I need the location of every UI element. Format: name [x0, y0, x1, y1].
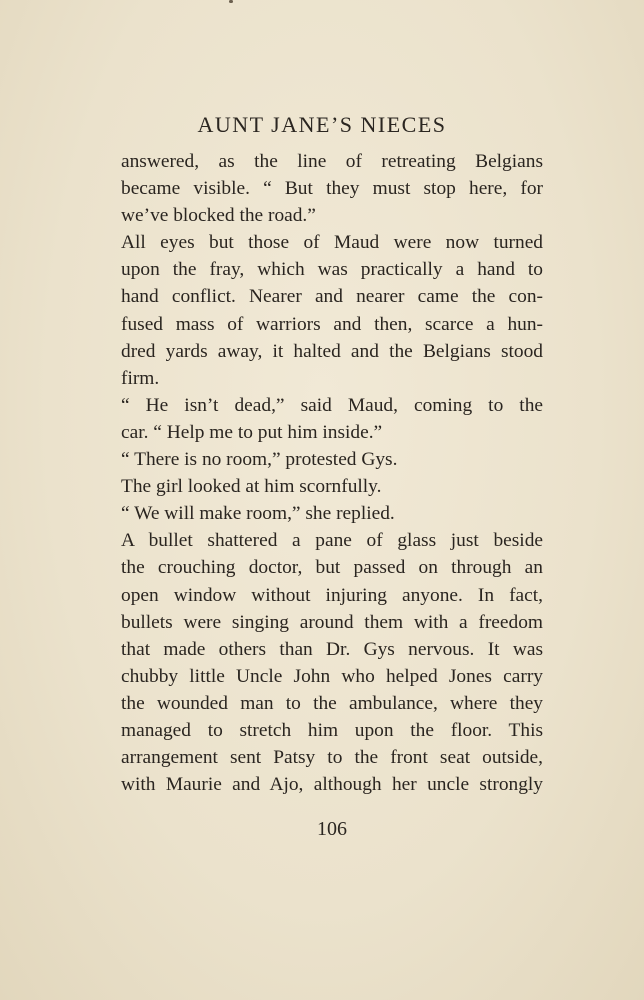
text-line: car. “ Help me to put him inside.” — [121, 421, 383, 443]
text-line: that made others than Dr. Gys nervous. It was — [121, 638, 543, 660]
text-line: became visible. “ But they must stop here, for — [121, 178, 543, 200]
text-line: the wounded man to the ambulance, where they — [121, 692, 543, 714]
text-line: we’ve blocked the road.” — [121, 205, 316, 227]
text-line: with Maurie and Ajo, although her uncle strongly — [121, 774, 543, 796]
body-text — [121, 148, 543, 798]
text-line: The girl looked at him scornfully. — [121, 476, 382, 498]
text-line: “ We will make room,” she replied. — [121, 503, 395, 525]
running-header: AUNT JANE’S NIECES — [197, 112, 447, 137]
text-line: dred yards away, it halted and the Belgians stood — [121, 340, 543, 362]
text-line: bullets were singing around them with a freedom — [121, 611, 543, 633]
text-line: firm. — [121, 367, 160, 389]
text-line: upon the fray, which was practically a hand to — [121, 259, 543, 281]
ink-speck — [229, 0, 233, 3]
text-line: open window without injuring anyone. In fact, — [121, 584, 543, 606]
text-line: “ He isn’t dead,” said Maud, coming to the — [121, 394, 543, 416]
text-line: managed to stretch him upon the floor. This — [121, 719, 543, 741]
text-line: the crouching doctor, but passed on through an — [121, 557, 543, 579]
text-line: “ There is no room,” protested Gys. — [121, 449, 398, 471]
text-line: hand conflict. Nearer and nearer came the con- — [121, 286, 543, 308]
text-line: All eyes but those of Maud were now turned — [121, 232, 543, 254]
text-line: chubby little Uncle John who helped Jones carry — [121, 665, 543, 687]
page-number: 106 — [317, 818, 347, 840]
text-line: answered, as the line of retreating Belgians — [121, 151, 543, 172]
text-line: A bullet shattered a pane of glass just beside — [121, 530, 543, 552]
text-line: fused mass of warriors and then, scarce a hun- — [121, 313, 543, 335]
text-line: arrangement sent Patsy to the front seat outside, — [121, 747, 543, 769]
